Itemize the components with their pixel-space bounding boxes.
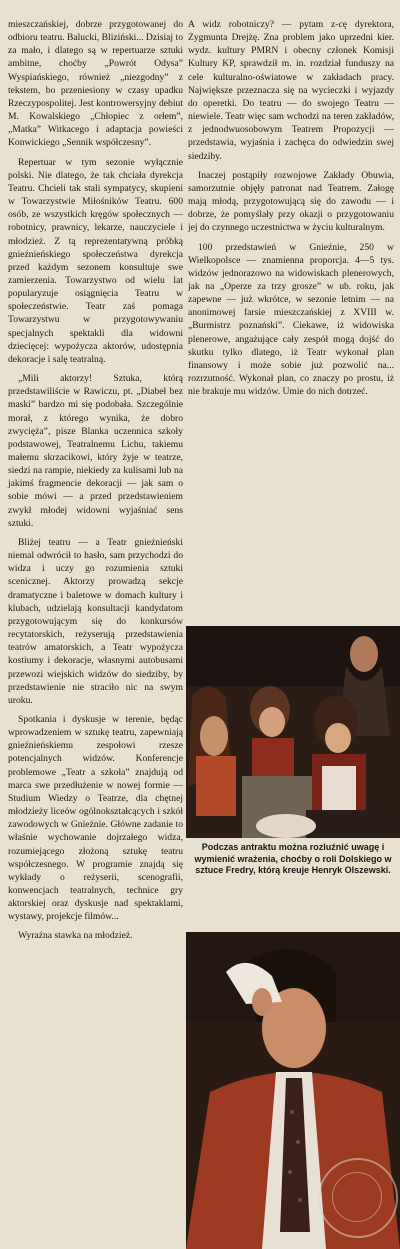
paragraph: A widz robotniczy? — pytam z-cę dyrektora, Zygmunta Drejżę. Zna problem jako uprzedni kier. wydz. kultury PMRN i obecny członek Komisji Kultury KP, sprawdził m. in. rozdział funduszy na cele kulturalno-oświatowe w zakładach pracy. Największe przeznacza się na wycieczki i wyjazdy do operetki. Do teatru — do swojego Teatru — niewiele. Teatr więc sam wchodzi na teren zakładów, z jednodwuosobowym Teatrem Propozycji — przedstawia, wyjaśnia i zachęca do odwiedzin swej siedziby. [188, 19, 394, 162]
paragraph: Inaczej postąpiły rozwojowe Zakłady Obuwia, samorzutnie objęły patronat nad Teatrem. Załogę mają młodą, przygotowującą się do zawodu — i dobrze, że pomyślały przy okazji o przygotowaniu jej do czynnego uczestnictwa w życiu kulturalnym. [188, 169, 394, 234]
article-column-left [8, 18, 183, 949]
actor-photo [186, 932, 400, 1249]
paragraph: Repertuar w tym sezonie wyłącznie polski. Nie dlatego, że tak chciała dyrekcja Teatru. Chcieli tak stali sympatycy, skupieni w Towarzystwie Miłośników Teatru. 600 osób, ze wszystkich kręgów społecznych — robotnicy, prawnicy, lekarze, nauczyciele i młodzież. Z tą reprezentatywną próbką gnieźnieńskiego społeczeństwa dyrekcja przed każdym sezonem konsultuje swe zamierzenia. Towarzystwo od wielu lat popularyzuje osiągnięcia Teatru w społeczeństwie. Teatr zaś pomaga Towarzystwu w przygotowywaniu specjalnych spektakli dla widowni dziecięcej: wypożycza aktorów, udostępnia dekoracje i salę teatralną. [8, 156, 183, 365]
audience-photo [186, 626, 400, 838]
paragraph: mieszczańskiej, dobrze przygotowanej do odbioru teatru. Balucki, Bliziński... Dzisiaj to za mało, i dlatego są w repertuarze sztuki ambitne, choćby „Powrót Odysa” Wyspiańskiego, również „niezgodny” z tekstem, bo przeniesiony w czasy upadku Rzeczypospolitej. Jest kontrowersyjny debiut M. Kowalskiego „Chłopiec z orłem”, „Matka” Witkacego i adaptacja powieści Konwickiego „Sennik współczesny”. [8, 19, 183, 149]
paragraph: Spotkania i dyskusje w terenie, będąc wprowadzeniem w sztukę teatru, zapewniają gnieźnieńskiemu zespołowi rzesze potencjalnych widzów. Konferencje problemowe „Teatr a szkoła” znajdują od marca swe przedłużenie w nowej formie — Studium Wiedzy o Teatrze, dla chętnej młodzieży liceów ogólnokształcących i szkół zawodowych w Gnieźnie. Główne zadanie to właśnie wychowanie dojrzałego widza, rozumiejącego złożoną sztukę teatru współczesnego. W programie znajdą się wykłady o reżyserii, scenografii, konwencjach teatralnych, technice gry aktorskiej oraz dyskusje nad spektaklami, wystawy, projekcje filmów... [8, 713, 183, 923]
paragraph: Bliżej teatru — a Teatr gnieźnieński niemal odwrócił to hasło, sam przychodzi do widza i uczy go rozumienia sztuki scenicznej. Aktorzy prowadzą sekcje dramatyczne i baletowe w domach kultury i klubach, udzielają konsultacji kandydatom przygotowującym się do konkursów recytatorskich, reżyserują przedstawienia teatrów amatorskich, a Teatr wypożycza kostiumy i dekoracje, własnymi autobusami przewozi wiejskich widzów do siedziby, by przedstawienie nie straciło nic na swym uroku. [8, 536, 183, 706]
photo-caption: Podczas antraktu można rozluźnić uwagę i wymienić wrażenia, choćby o roli Dolskiego w sztuce Fredry, którą kreuje Henryk Olszewski. [194, 842, 392, 875]
audience-photo-illustration [186, 626, 400, 838]
archive-stamp-emblem [332, 1172, 382, 1222]
paragraph: 100 przedstawień w Gnieźnie, 250 w Wielkopolsce — znamienna proporcja. 4—5 tys. widzów jednorazowo na widowiskach plenerowych, jak na „Operze za trzy grosze” w ub. roku, jak zapewne — już wkrótce, w sezonie letnim — na anonimowej farsie mieszczańskiej z XVIII w. „Burmistrz poznański”. Ciekawe, iż widowiska plenerowe, angażujące cały zespół mogą dojść do skutku tylko dlatego, iż Teatr wykonał plan finansowy i może sobie już pozwolić na... rozrzutność. Wykonał plan, co znaczy po prostu, iż nie brakuje mu widzów. Umie do nich dotrzeć. [188, 241, 394, 398]
paragraph: Wyraźna stawka na młodzież. [18, 930, 133, 942]
article-column-right [188, 18, 394, 404]
archive-stamp [318, 1158, 398, 1238]
paragraph: „Mili aktorzy! Sztuka, którą przedstawiliście w Rawiczu, pt. „Diabeł bez maski” bardzo mi się podobała. Szczególnie morał, z którego wynika, że dobro zwycięża”, pisze Blanka uczennica szkoły podstawowej, Teatralnemu Lichu, takiemu małemu skrzacikowi, który żyje w teatrze, siedzi na rampie, niekiedy za kulisami lub na jakimś fragmencie dekoracji — jak sam o sobie mówi — a przed przedstawieniem zwykł młodej widowni wyjaśniać sens sztuki. [8, 373, 183, 529]
